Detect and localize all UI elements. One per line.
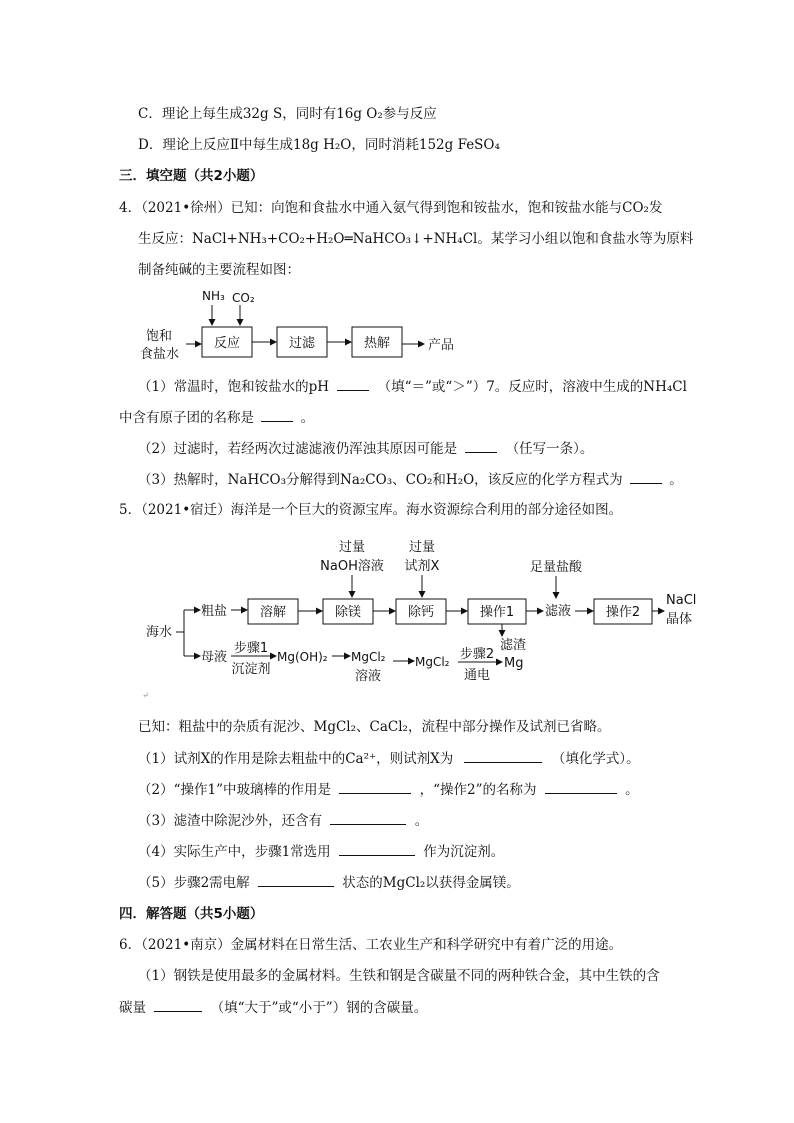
q5-part2-text-b: ，“操作2”的名称为 — [419, 782, 537, 798]
anchor-mark-icon: ↵ — [142, 691, 149, 700]
q5-part2-blank1[interactable] — [339, 779, 411, 794]
section-heading-answers: 四．解答题（共5小题） — [119, 906, 264, 922]
q5-known: 已知：粗盐中的杂质有泥沙、MgCl₂、CaCl₂，流程中部分操作及试剂已省略。 — [138, 719, 611, 735]
q4-intro-line2: 生反应：NaCl+NH₃+CO₂+H₂O═NaHCO₃↓+NH₄Cl。某学习小组以饱和食盐水等为原料 — [138, 231, 694, 247]
q6-part1-blank[interactable] — [154, 997, 202, 1012]
q5-part1 — [138, 748, 640, 769]
seawater-label: 海水 — [146, 625, 173, 640]
dissolve-label: 溶解 — [259, 605, 287, 620]
crude-salt-label: 粗盐 — [201, 604, 228, 619]
q6-part1-text-a: 碳量 — [119, 1000, 146, 1016]
q5-part1-text-b: （填化学式）。 — [551, 751, 640, 767]
q6-part1-line1: （1）钢铁是使用最多的金属材料。生铁和钢是含碳量不同的两种铁合金，其中生铁的含 — [138, 968, 660, 984]
nacl-label: NaCl — [666, 593, 697, 608]
q4-part1-line2 — [119, 407, 314, 428]
seawater-flowchart — [140, 528, 710, 700]
operation1-label: 操作1 — [479, 605, 515, 620]
q4-part1-text-b: （填“＝”或“＞”）7。反应时，溶液中生成的NH₄Cl — [377, 379, 687, 395]
q5-part2-blank2[interactable] — [545, 779, 617, 794]
remove-ca-label: 除钙 — [407, 605, 435, 620]
q5-part4-text-b: 作为沉淀剂。 — [423, 844, 505, 860]
q5-part4-text-a: （4）实际生产中，步骤1常选用 — [138, 844, 331, 860]
q4-part3-blank[interactable] — [630, 469, 662, 484]
q4-part3-text-a: （3）热解时，NaHCO₃分解得到Na₂CO₃、CO₂和H₂O，该反应的化学方程式为 — [138, 472, 623, 488]
step2-label: 步骤2 — [459, 647, 495, 662]
step1-label: 步骤1 — [233, 641, 269, 656]
q5-part5-text-b: 状态的MgCl₂以获得金属镁。 — [342, 875, 520, 891]
q4-part1-text-d: 。 — [300, 410, 315, 426]
q5-intro: 5．（2021•宿迁）海洋是一个巨大的资源宝库。海水资源综合利用的部分途径如图。 — [119, 502, 623, 518]
reagent1-line1: 过量 — [338, 540, 366, 555]
q5-part3-blank[interactable] — [330, 810, 406, 825]
pyrolysis-label: 热解 — [363, 336, 391, 351]
q4-part1-text-c: 中含有原子团的名称是 — [119, 410, 254, 426]
remove-mg-label: 除镁 — [334, 605, 362, 620]
q4-intro-line1: 4．（2021•徐州）已知：向饱和食盐水中通入氨气得到饱和铵盐水，饱和铵盐水能与CO₂发 — [119, 200, 663, 216]
nh3-label: NH₃ — [202, 289, 225, 303]
q5-part5-text-a: （5）步骤2需电解 — [138, 875, 250, 891]
soda-ash-flowchart — [130, 283, 470, 368]
q5-part5-blank[interactable] — [258, 872, 334, 887]
residue-label: 滤渣 — [499, 638, 527, 653]
option-d: D．理论上反应Ⅱ中每生成18g H₂O，同时消耗152g FeSO₄ — [138, 137, 500, 153]
q4-part1-text-a: （1）常温时，饱和铵盐水的pH — [138, 379, 330, 395]
mgcl2-label: MgCl₂ — [415, 655, 450, 669]
operation2-label: 操作2 — [605, 605, 641, 620]
precipitant-label: 沉淀剂 — [231, 662, 271, 677]
reagent2-line1: 过量 — [408, 540, 436, 555]
mg-label: Mg — [504, 656, 524, 671]
option-c: C．理论上每生成32g S，同时有16g O₂参与反应 — [138, 106, 437, 122]
filtrate-label: 滤液 — [545, 604, 572, 619]
reagent3-label: 足量盐酸 — [529, 560, 583, 575]
start-label-line1: 饱和 — [146, 329, 173, 344]
product-label: 产品 — [428, 338, 455, 353]
q4-part2-blank[interactable] — [465, 438, 497, 453]
mgcl2-solution-line1: MgCl₂ — [351, 650, 386, 664]
q5-part1-blank[interactable] — [464, 748, 542, 763]
co2-label: CO₂ — [232, 291, 255, 305]
crystal-label: 晶体 — [666, 612, 693, 627]
q6-part1-text-b: （填“大于”或“小于”）钢的含碳量。 — [210, 1000, 428, 1016]
q5-part3-text-a: （3）滤渣中除泥沙外，还含有 — [138, 813, 323, 829]
q5-part2-text-c: 。 — [625, 782, 639, 798]
q4-part1-line1 — [138, 376, 687, 397]
filtration-label: 过滤 — [288, 336, 316, 351]
q4-part2-text-b: （任写一条）。 — [505, 441, 594, 457]
q5-part2 — [138, 779, 639, 800]
q5-part3 — [138, 810, 428, 831]
mgoh2-label: Mg(OH)₂ — [277, 650, 328, 664]
q4-part1-blank2[interactable] — [261, 407, 293, 422]
q5-part5 — [138, 872, 520, 893]
mgcl2-solution-line2: 溶液 — [355, 669, 382, 684]
q5-part1-text-a: （1）试剂X的作用是除去粗盐中的Ca²⁺，则试剂X为 — [138, 751, 454, 767]
q4-part3 — [138, 469, 683, 490]
reaction-label: 反应 — [213, 336, 241, 351]
section-heading-fill-in: 三．填空题（共2小题） — [119, 168, 264, 184]
q5-part3-text-b: 。 — [414, 813, 429, 829]
q4-intro-line3: 制备纯碱的主要流程如图： — [138, 262, 300, 278]
q5-part4 — [138, 841, 504, 862]
mother-liquor-label: 母液 — [201, 650, 228, 665]
q5-part4-blank[interactable] — [339, 841, 415, 856]
q6-intro: 6．（2021•南京）金属材料在日常生活、工农业生产和科学研究中有着广泛的用途。 — [119, 937, 623, 953]
q4-part3-text-b: 。 — [669, 472, 683, 488]
q4-part2-text-a: （2）过滤时，若经两次过滤滤液仍浑浊其原因可能是 — [138, 441, 458, 457]
q6-part1-line2 — [119, 997, 427, 1018]
q5-part2-text-a: （2）“操作1”中玻璃棒的作用是 — [138, 782, 331, 798]
q4-part2 — [138, 438, 593, 459]
reagent1-line2: NaOH溶液 — [320, 559, 384, 574]
start-label-line2: 食盐水 — [140, 347, 180, 362]
q4-part1-blank1[interactable] — [337, 376, 369, 391]
electrolysis-label: 通电 — [463, 668, 491, 683]
reagent2-line2: 试剂X — [404, 559, 440, 574]
